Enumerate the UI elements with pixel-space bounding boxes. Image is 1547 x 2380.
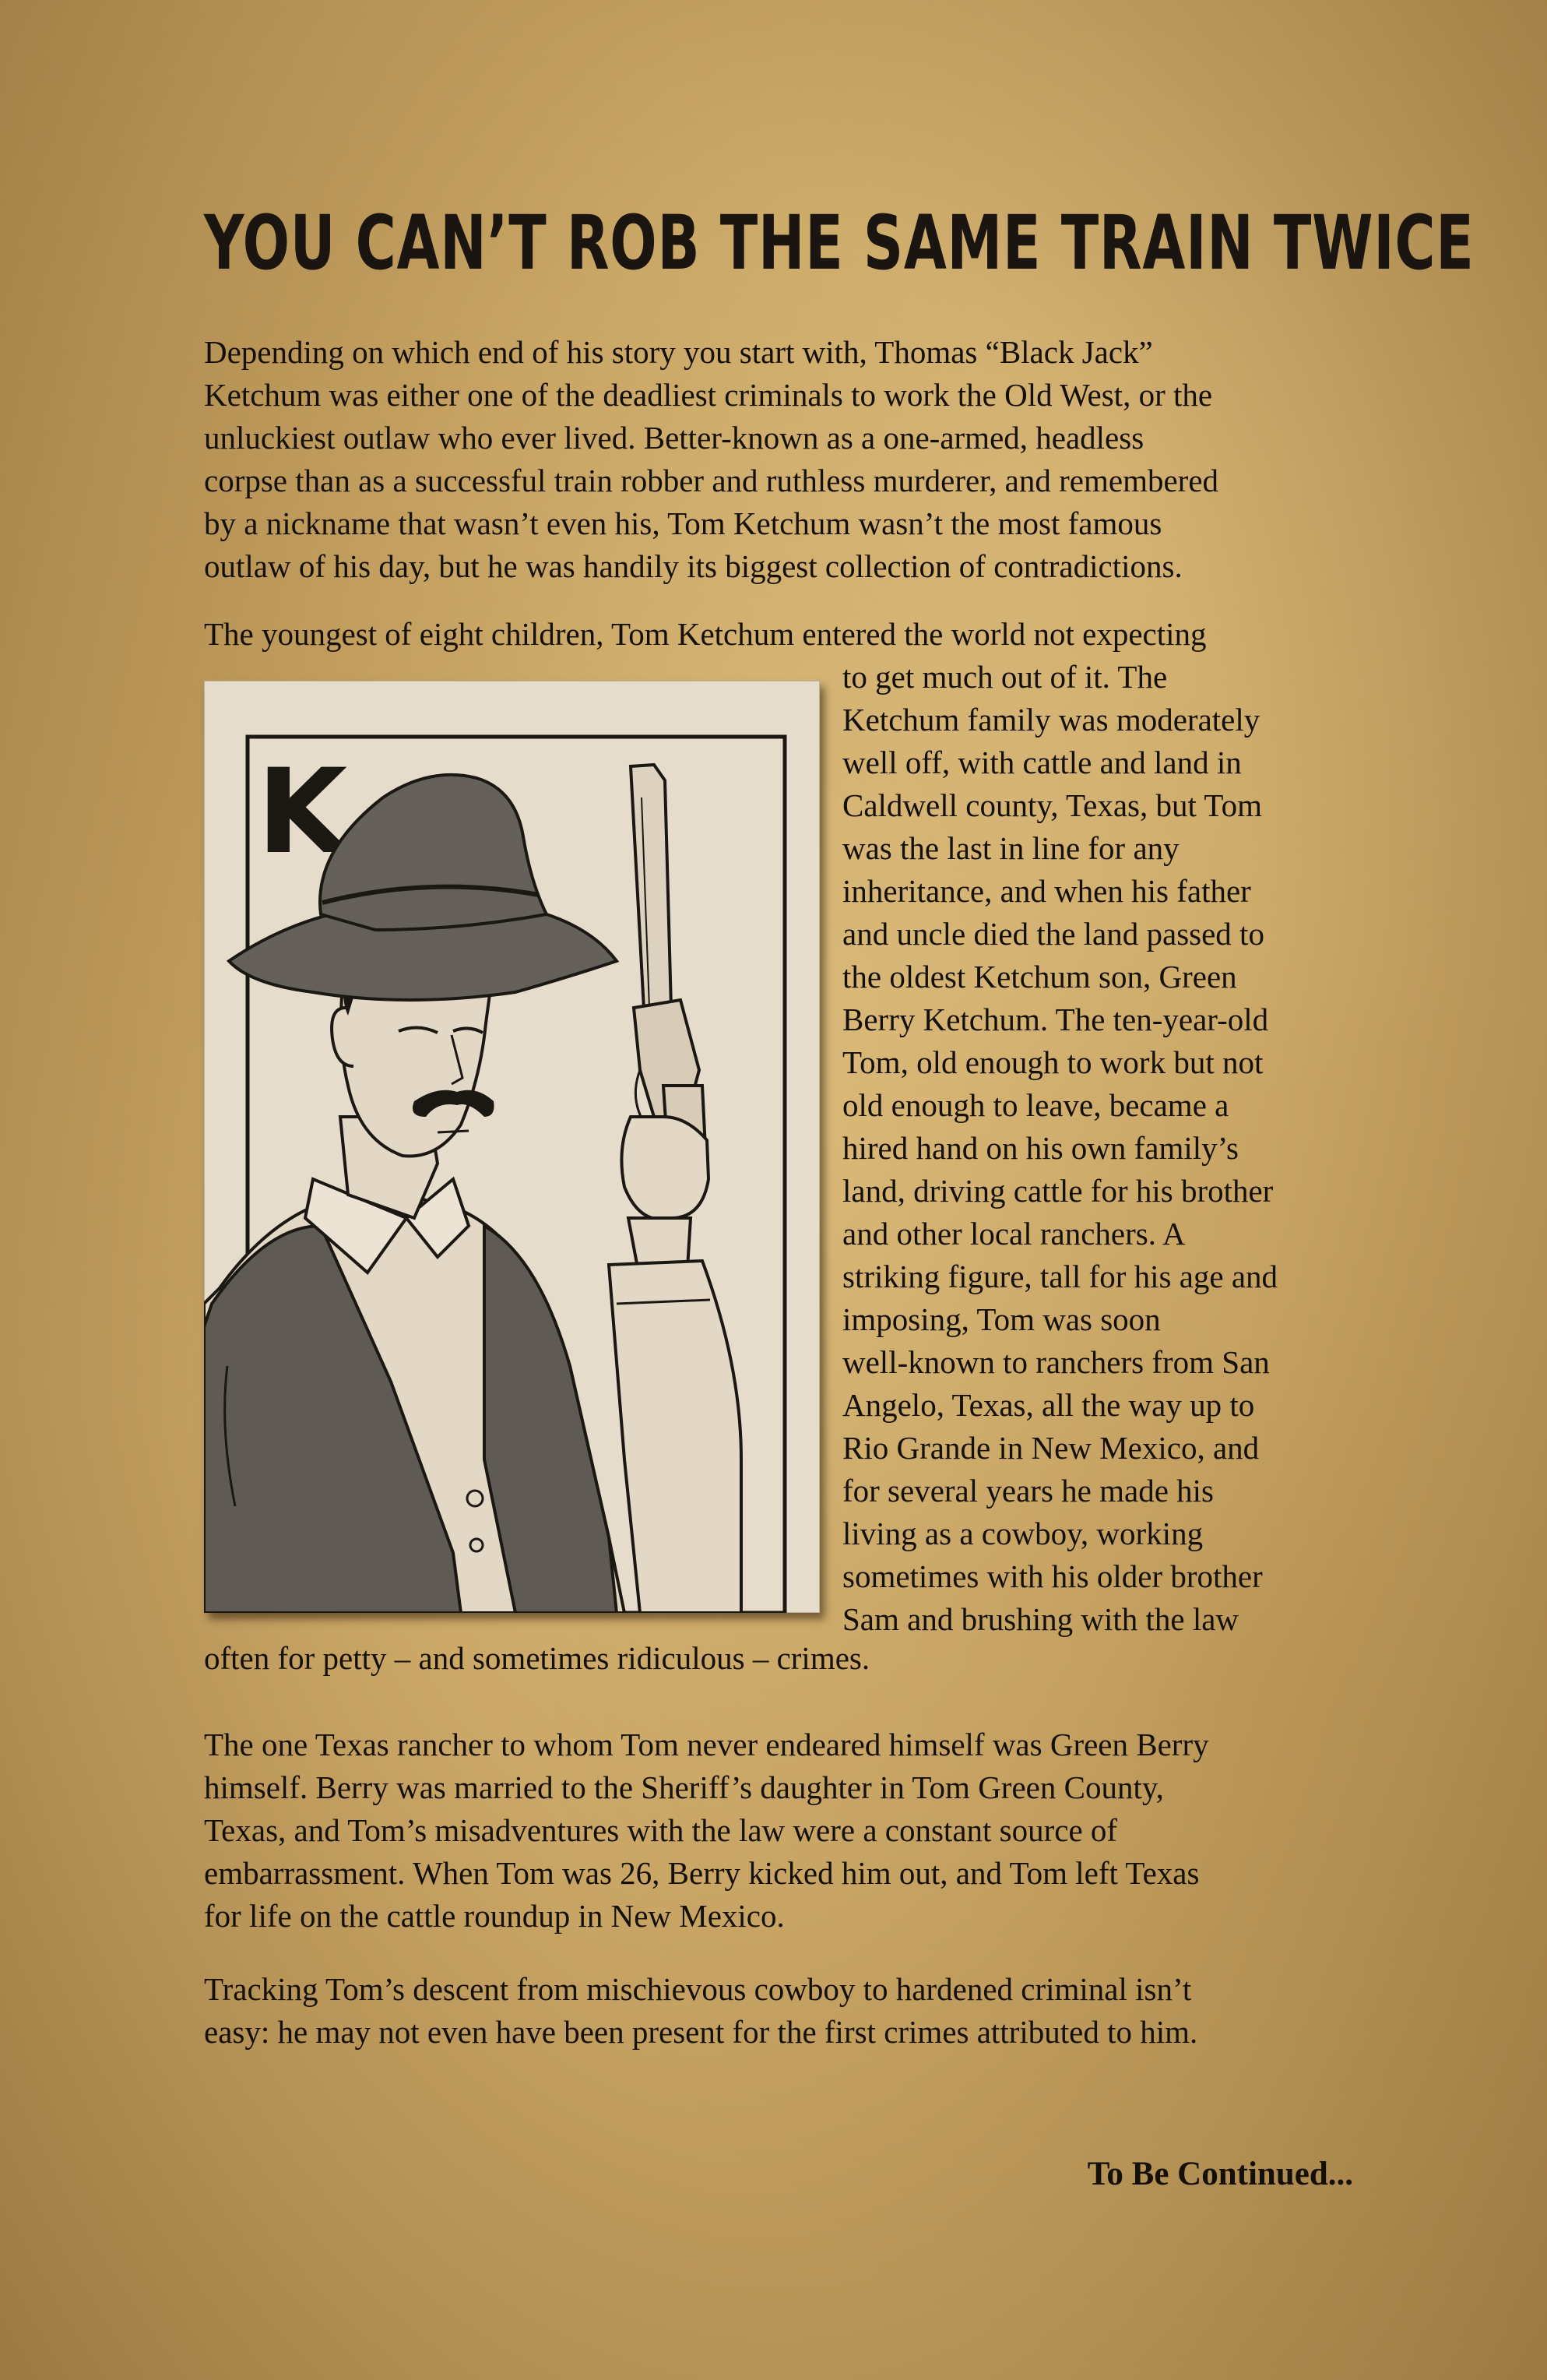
paragraph-intro <box>204 331 1348 588</box>
text-line: old enough to leave, became a <box>842 1087 1229 1123</box>
text-line: himself. Berry was married to the Sheriff’s daughter in Tom Green County, <box>204 1769 1164 1805</box>
text-line: the oldest Ketchum son, Green <box>842 959 1237 995</box>
text-line: for life on the cattle roundup in New Mexico. <box>204 1898 785 1934</box>
text-line: imposing, Tom was soon <box>842 1301 1161 1337</box>
text-line: Ketchum family was moderately <box>842 702 1260 738</box>
text-line: The one Texas rancher to whom Tom never endeared himself was Green Berry <box>204 1727 1209 1762</box>
text-line: well off, with cattle and land in <box>842 745 1242 780</box>
text-line: sometimes with his older brother <box>842 1558 1263 1594</box>
text-line: by a nickname that wasn’t even his, Tom Ketchum wasn’t the most famous <box>204 505 1162 541</box>
text-line: embarrassment. When Tom was 26, Berry kicked him out, and Tom left Texas <box>204 1855 1200 1891</box>
text-line: was the last in line for any <box>842 830 1180 866</box>
to-be-continued: To Be Continued... <box>1087 2156 1353 2192</box>
playing-card-illustration <box>204 681 820 1613</box>
text-line: unluckiest outlaw who ever lived. Better-known as a one-armed, headless <box>204 420 1144 456</box>
text-line: outlaw of his day, but he was handily its biggest collection of contradictions. <box>204 548 1183 584</box>
paragraph-childhood-wrapped <box>842 656 1372 1641</box>
text-line: inheritance, and when his father <box>842 873 1251 909</box>
text-line: living as a cowboy, working <box>842 1516 1204 1551</box>
text-line: and uncle died the land passed to <box>842 916 1264 952</box>
text-line: corpse than as a successful train robber and ruthless murderer, and remembered <box>204 463 1219 498</box>
text-line: for several years he made his <box>842 1473 1214 1509</box>
text-line: Berry Ketchum. The ten-year-old <box>842 1002 1269 1037</box>
text-line: striking figure, tall for his age and <box>842 1259 1278 1294</box>
paragraph-childhood-first-line: The youngest of eight children, Tom Ketchum entered the world not expecting <box>204 616 1207 652</box>
text-line: hired hand on his own family’s <box>842 1130 1239 1166</box>
text-line: Tom, old enough to work but not <box>842 1044 1264 1080</box>
text-line: Sam and brushing with the law <box>842 1601 1239 1637</box>
text-line: Depending on which end of his story you start with, Thomas “Black Jack” <box>204 334 1153 370</box>
text-line: Caldwell county, Texas, but Tom <box>842 787 1262 823</box>
card-letter: K <box>257 745 348 880</box>
text-line: Tracking Tom’s descent from mischievous cowboy to hardened criminal isn’t <box>204 1971 1192 2007</box>
text-line: and other local ranchers. A <box>842 1216 1186 1252</box>
text-line: easy: he may not even have been present for the first crimes attributed to him. <box>204 2014 1198 2050</box>
text-line: land, driving cattle for his brother <box>842 1173 1274 1209</box>
text-line: Ketchum was either one of the deadliest criminals to work the Old West, or the <box>204 377 1213 413</box>
article-title: YOU CAN’T ROB THE SAME TRAIN TWICE <box>204 199 1475 287</box>
paragraph-green-berry <box>204 1723 1348 1938</box>
text-line: well-known to ranchers from San <box>842 1344 1270 1380</box>
paragraph-childhood-last-line: often for petty – and sometimes ridiculous – crimes. <box>204 1640 870 1676</box>
text-line: to get much out of it. The <box>842 659 1168 695</box>
text-line: Texas, and Tom’s misadventures with the law were a constant source of <box>204 1812 1118 1848</box>
paragraph-descent <box>204 1968 1348 2054</box>
text-line: Rio Grande in New Mexico, and <box>842 1430 1260 1466</box>
text-line: Angelo, Texas, all the way up to <box>842 1387 1255 1423</box>
